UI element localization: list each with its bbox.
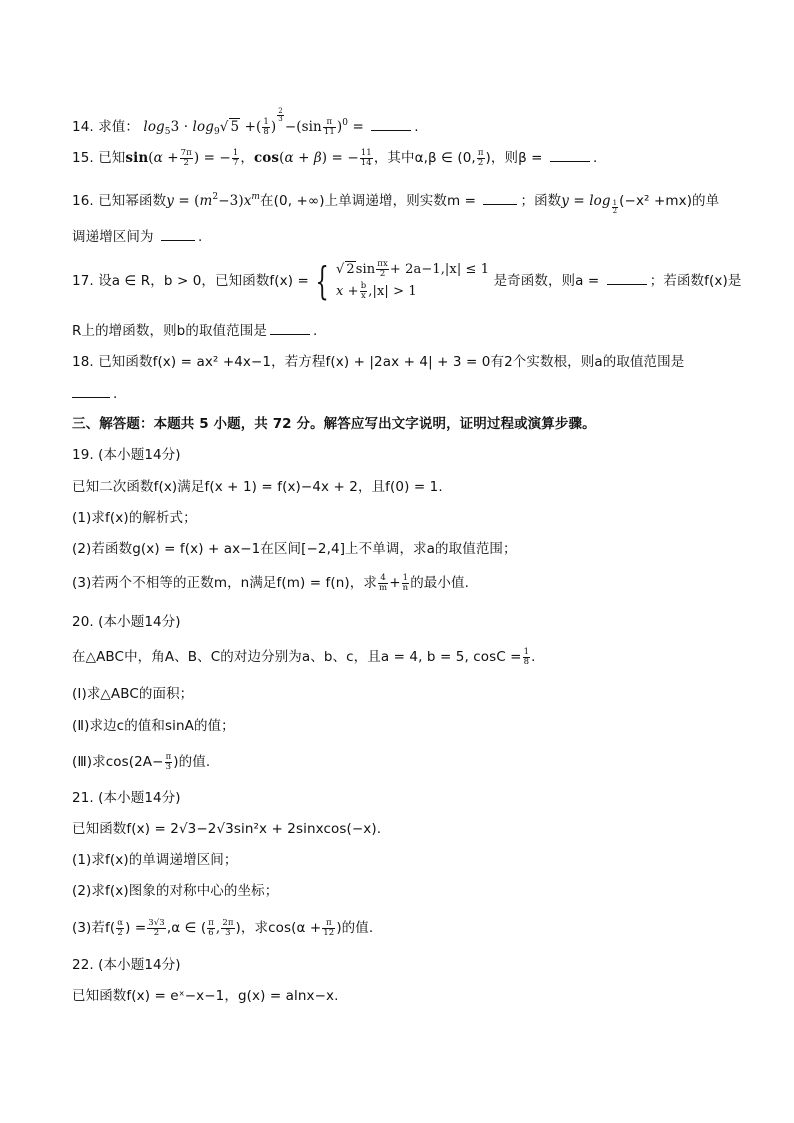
- condition-text: ，其中α,β ∈ (0,: [373, 150, 476, 166]
- question-16-line2: [72, 227, 734, 247]
- question-number: 17.: [72, 273, 94, 289]
- fraction-b-x: $\frac{b}{x}$: [360, 281, 367, 301]
- fraction-11-14: $\frac{11}{14}$: [360, 147, 372, 168]
- question-21-stem: 已知函数f(x) = 2√3−2√3sin²x + 2sinxcos(−x).: [72, 821, 382, 837]
- fraction-alpha-2: $\frac{\alpha}{2}$: [117, 917, 124, 938]
- plus-sign: +: [389, 575, 401, 591]
- question-19-part2: (2)若函数g(x) = f(x) + ax−1在区间[−2,4]上不单调，求a的取值范围；: [72, 541, 517, 557]
- question-number: 18.: [72, 354, 94, 370]
- question-19-stem: 已知二次函数f(x)满足f(x + 1) = f(x)−4x + 2，且f(0) = 1.: [72, 479, 443, 495]
- question-19-part3: [72, 573, 734, 593]
- question-number: 14.: [72, 119, 94, 135]
- interval-lead: ,α ∈ (: [166, 920, 207, 936]
- part3-tail: )的值.: [336, 920, 374, 936]
- question-ask: )，则β =: [485, 150, 543, 166]
- question-17: [72, 258, 742, 304]
- continuation-text: R上的增函数，则b的取值范围是: [72, 323, 267, 339]
- part3-lead: (Ⅲ)求cos(2A−: [72, 754, 164, 770]
- question-21-part1: (1)求f(x)的单调递增区间；: [72, 852, 238, 868]
- exponent-2-3: $\frac{2}{3}$: [278, 107, 283, 123]
- question-20-part1: (Ⅰ)求△ABC的面积；: [72, 686, 194, 702]
- question-lead: 求值：: [98, 119, 139, 135]
- fraction-7pi-2: $\frac{7\pi}{2}$: [180, 147, 192, 168]
- fraction-4-m: $\frac{4}{m}$: [379, 572, 388, 593]
- fraction-pi-2: $\frac{\pi}{2}$: [477, 147, 484, 168]
- answer-blank-16a[interactable]: [483, 192, 517, 205]
- part3-tail: 的最小值.: [410, 575, 469, 591]
- dot-operator: ·: [183, 119, 189, 135]
- question-20-part3: [72, 752, 734, 772]
- question-17-line2: [72, 321, 734, 341]
- question-21-part3: (3)若f( $\frac{\alpha}{2}$ ) = $\frac{3√3}{2}$ ,α ∈ ( $\frac{\pi}{6}$ , $\frac{2\pi}{3}$ )，求cos(α + $\frac{\pi}{12}$ )的值.: [72, 917, 374, 938]
- part3-lead: (3)若两个不相等的正数m，n满足f(m) = f(n)，求: [72, 575, 378, 591]
- question-19-header: 19. (本小题14分): [72, 447, 181, 463]
- log-base: 5: [164, 127, 171, 137]
- question-21-header: 21. (本小题14分): [72, 790, 181, 806]
- fraction-3sqrt3-2: $\frac{3√3}{2}$: [148, 917, 165, 938]
- question-lead: 已知幂函数: [98, 193, 167, 209]
- sqrt-arg: 5: [230, 119, 240, 135]
- fraction-1-8: $\frac{1}{8}$: [263, 116, 269, 137]
- cos-lead: )，求cos(α +: [235, 920, 322, 936]
- answer-blank-17b[interactable]: [270, 322, 310, 335]
- question-14: 14. 求值： $\log_53 \cdot \log_9√$ 5 +( $\frac{1}{8}$ ) $\frac{2}{3}$ −(sin $\frac{\pi}{11}$ )$^0$ = .: [72, 107, 419, 137]
- period: .: [198, 229, 203, 245]
- period: .: [531, 649, 536, 665]
- period: .: [312, 323, 318, 339]
- question-22-header: 22. (本小题14分): [72, 957, 181, 973]
- question-lead: 已知: [98, 150, 126, 166]
- question-18-line2: [72, 384, 734, 404]
- question-lead: 设a ∈ R，b > 0，已知函数f(x) =: [98, 273, 309, 289]
- section-3-heading: 三、解答题：本题共 5 小题，共 72 分。解答应写出文字说明，证明过程或演算步骤。: [72, 416, 596, 432]
- log2-base: 9: [213, 127, 220, 137]
- case2-tail: ,|x| > 1: [368, 284, 417, 299]
- question-number: 15.: [72, 150, 94, 166]
- answer-blank-17a[interactable]: [607, 272, 647, 285]
- stem-lead: 在△ABC中，角A、B、C的对边分别为a、b、c，且a = 4, b = 5, cosC =: [72, 649, 522, 665]
- fraction-pix-2: $\frac{\pi x}{2}$: [377, 259, 388, 279]
- question-16: 16. 已知幂函数$y = (m^2-3)x^m$在(0, +∞)上单调递增，则实数m = ；函数y = log $\frac{1}{2}$ (−x² +mx)的单: [72, 192, 720, 215]
- continuation-text: 调递增区间为: [72, 229, 154, 245]
- period: .: [414, 119, 419, 135]
- question-20-header: 20. (本小题14分): [72, 614, 181, 630]
- question-18: [72, 352, 734, 372]
- fraction-pi-12: $\frac{\pi}{12}$: [323, 917, 335, 938]
- question-20-stem: [72, 647, 734, 667]
- part3-tail: )的值.: [173, 754, 211, 770]
- question-21-part2: (2)求f(x)图象的对称中心的坐标；: [72, 883, 279, 899]
- period: .: [593, 150, 598, 166]
- fraction-1-7: $\frac{1}{7}$: [232, 147, 239, 168]
- piecewise-brace: {: [315, 259, 330, 303]
- condition-text: 在(0, +∞)上单调递增，则实数m =: [260, 193, 477, 209]
- continuation-text: ；若函数f(x)是: [649, 273, 742, 289]
- period: .: [113, 386, 118, 402]
- part3-lead: (3)若f(: [72, 920, 116, 936]
- question-20-part2: (Ⅱ)求边c的值和sinA的值；: [72, 718, 235, 734]
- fraction-pi-3: $\frac{\pi}{3}$: [165, 751, 172, 772]
- question-22-stem: 已知函数f(x) = eˣ−x−1，g(x) = alnx−x.: [72, 988, 339, 1004]
- function-tail: (−x² +mx)的单: [619, 193, 720, 209]
- fraction-1-n: $\frac{1}{n}$: [402, 572, 409, 593]
- piecewise-cases: √ 2sin $\frac{\pi x}{2}$ + 2a−1,|x| ≤ 1 x + $\frac{b}{x}$ ,|x| > 1: [336, 259, 490, 301]
- zero-exponent: 0: [342, 118, 349, 128]
- fraction-2pi-3: $\frac{2\pi}{3}$: [222, 917, 234, 938]
- question-15: 15. 已知sin(α + $\frac{7\pi}{2}$ ) = − $\frac{1}{7}$ ，cos(α + β) = − $\frac{11}{14}$ ，其中α,β ∈ (0, $\frac{\pi}{2}$ )，则β = .: [72, 147, 598, 168]
- log-arg: 3: [170, 119, 180, 135]
- question-text: 已知函数f(x) = ax² +4x−1，若方程f(x) + |2ax + 4| + 3 = 0有2个实数根，则a的取值范围是: [98, 354, 685, 370]
- fraction-pi-11: $\frac{\pi}{11}$: [323, 116, 335, 137]
- fraction-1-8: $\frac{1}{8}$: [523, 646, 530, 667]
- question-number: 16.: [72, 193, 94, 209]
- case1-tail: + 2a−1,|x| ≤ 1: [389, 262, 490, 277]
- equals-text: ) =: [125, 920, 147, 936]
- answer-blank-18[interactable]: [72, 385, 110, 398]
- answer-blank-14[interactable]: [371, 118, 411, 131]
- fraction-pi-6: $\frac{\pi}{6}$: [208, 917, 214, 938]
- separator-text: ；函数: [520, 193, 562, 209]
- answer-blank-16b[interactable]: [161, 228, 195, 241]
- question-19-part1: (1)求f(x)的解析式；: [72, 510, 197, 526]
- log-base-half: $\frac{1}{2}$: [612, 199, 618, 215]
- answer-blank-15[interactable]: [550, 149, 590, 162]
- question-ask: 是奇函数，则a =: [493, 273, 600, 289]
